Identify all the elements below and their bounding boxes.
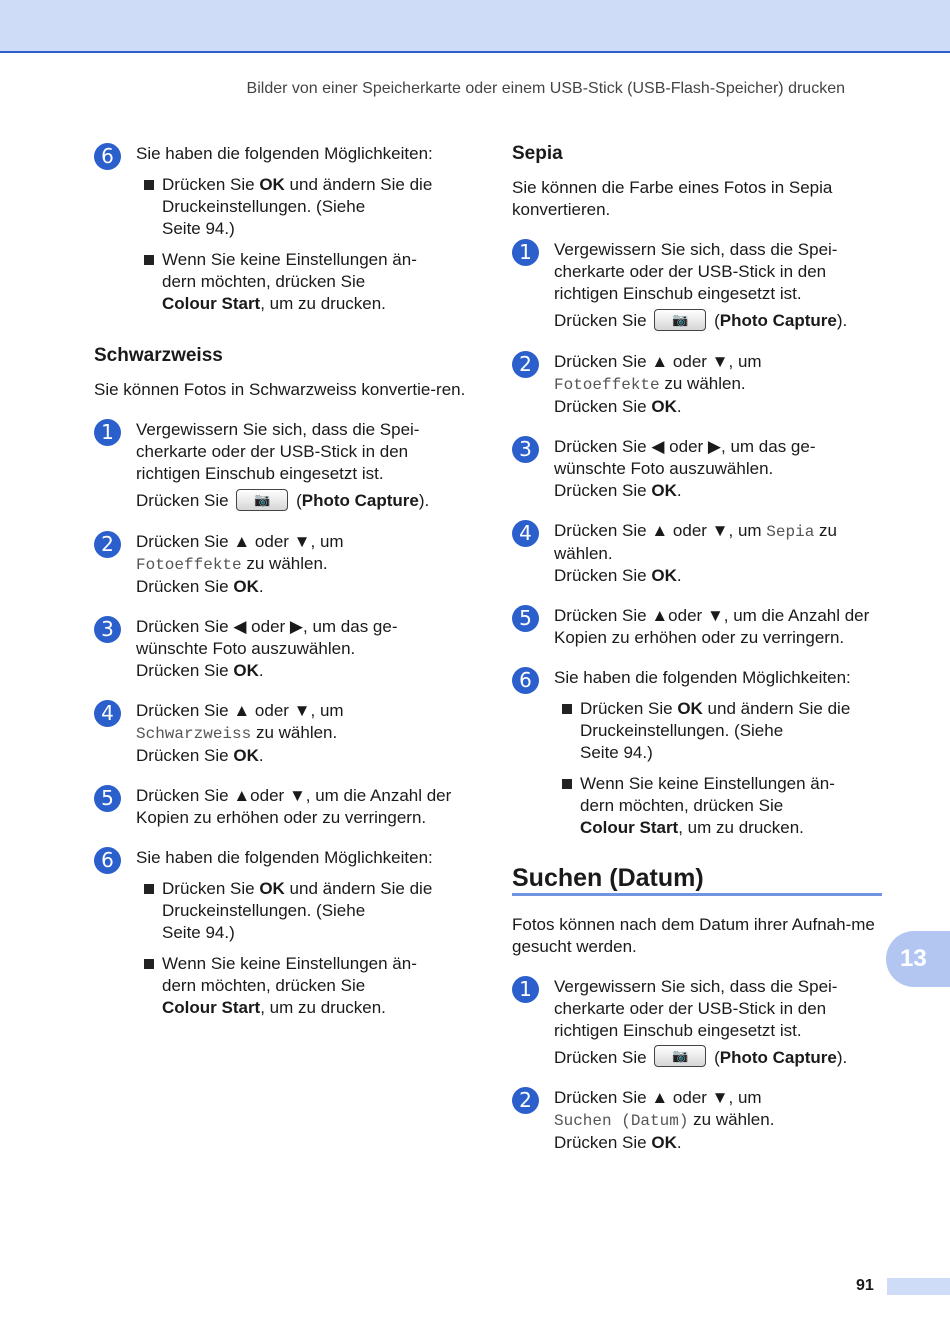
bullet-item: Drücken Sie OK und ändern Sie die Druckeinstellungen. (Siehe Seite 94.) [136, 878, 466, 944]
step-text: Sie haben die folgenden Möglichkeiten: [136, 144, 433, 163]
right-column [512, 143, 882, 1172]
step: 4 Drücken Sie ▲ oder ▼, um Schwarzweiss zu wählen. Drücken Sie OK. [94, 700, 466, 767]
right-arrow-icon: ▶ [707, 436, 721, 456]
up-arrow-icon: ▲ [233, 700, 251, 720]
step: 1 Vergewissern Sie sich, dass die Spei- cherkarte oder der USB-Stick in den richtigen Einschub eingesetzt ist. Drücken Sie 📷 (Photo Capture). [512, 239, 882, 333]
step: 1 Vergewissern Sie sich, dass die Spei- cherkarte oder der USB-Stick in den richtigen Einschub eingesetzt ist. Drücken Sie 📷 (Photo Capture). [512, 976, 882, 1070]
step-number: 6 [94, 847, 121, 874]
step-number: 6 [94, 143, 121, 170]
down-arrow-icon: ▼ [288, 785, 306, 805]
bullet-item: Drücken Sie OK und ändern Sie die Druckeinstellungen. (Siehe Seite 94.) [554, 698, 882, 764]
photo-capture-key-icon: 📷 [236, 489, 288, 511]
bullet-item: Wenn Sie keine Einstellungen än- dern möchten, drücken Sie Colour Start, um zu drucken. [136, 249, 466, 315]
bullet-item: Wenn Sie keine Einstellungen än- dern möchten, drücken Sie Colour Start, um zu drucken. [136, 953, 466, 1019]
down-arrow-icon: ▼ [293, 700, 311, 720]
down-arrow-icon: ▼ [711, 351, 729, 371]
step-number: 3 [94, 616, 121, 643]
right-arrow-icon: ▶ [289, 616, 303, 636]
bullet-item: Drücken Sie OK und ändern Sie die Druckeinstellungen. (Siehe Seite 94.) [136, 174, 466, 240]
step-number: 2 [94, 531, 121, 558]
running-header: Bilder von einer Speicherkarte oder einem USB-Stick (USB-Flash-Speicher) drucken [246, 80, 845, 97]
up-arrow-icon: ▲ [651, 605, 669, 625]
step: 4 Drücken Sie ▲ oder ▼, um Sepia zu wählen. Drücken Sie OK. [512, 520, 882, 587]
step-number: 2 [512, 351, 539, 378]
step: 6 Sie haben die folgenden Möglichkeiten: Drücken Sie OK und ändern Sie die Druckeinstellungen. (Siehe Seite 94.) Wenn Sie keine Einstellungen än- dern möchten, drücken Sie Colour Start, um zu drucken. [512, 667, 882, 839]
bullet-item: Wenn Sie keine Einstellungen än- dern möchten, drücken Sie Colour Start, um zu drucken. [554, 773, 882, 839]
step-number: 5 [512, 605, 539, 632]
page-number: 91 [856, 1277, 874, 1294]
left-arrow-icon: ◀ [651, 436, 665, 456]
header-band [0, 0, 950, 51]
step: 2 Drücken Sie ▲ oder ▼, um Fotoeffekte zu wählen. Drücken Sie OK. [512, 351, 882, 418]
step-number: 1 [512, 239, 539, 266]
left-arrow-icon: ◀ [233, 616, 247, 636]
up-arrow-icon: ▲ [651, 1088, 669, 1108]
up-arrow-icon: ▲ [651, 520, 669, 540]
step-number: 1 [94, 419, 121, 446]
section-intro: Sie können Fotos in Schwarzweiss konvertie-ren. [94, 380, 466, 399]
page-number-bar [887, 1278, 950, 1295]
step-number: 5 [94, 785, 121, 812]
section-intro: Fotos können nach dem Datum ihrer Aufnah-me gesucht werden. [512, 914, 875, 956]
down-arrow-icon: ▼ [711, 1088, 729, 1108]
section-title: Suchen (Datum) [512, 867, 882, 896]
header-rule [0, 51, 950, 53]
step: 6 Sie haben die folgenden Möglichkeiten: Drücken Sie OK und ändern Sie die Druckeinstellungen. (Siehe Seite 94.) Wenn Sie keine Einstellungen än- dern möchten, drücken Sie Colour Start, um zu drucken. [94, 847, 466, 1019]
step: 1 Vergewissern Sie sich, dass die Spei- cherkarte oder der USB-Stick in den richtigen Einschub eingesetzt ist. Drücken Sie 📷 (Photo Capture). [94, 419, 466, 513]
step-number: 2 [512, 1087, 539, 1114]
down-arrow-icon: ▼ [706, 605, 724, 625]
up-arrow-icon: ▲ [233, 531, 251, 551]
step-number: 4 [94, 700, 121, 727]
left-column [94, 143, 466, 1037]
up-arrow-icon: ▲ [233, 785, 251, 805]
section-heading: Schwarzweiss [94, 345, 223, 366]
photo-capture-key-icon: 📷 [654, 1045, 706, 1067]
step: 2 Drücken Sie ▲ oder ▼, um Suchen (Datum) zu wählen. Drücken Sie OK. [512, 1087, 882, 1154]
chapter-tab: 13 [886, 931, 950, 987]
step: 3 Drücken Sie ◀ oder ▶, um das ge- wünschte Foto auszuwählen. Drücken Sie OK. [512, 436, 882, 502]
down-arrow-icon: ▼ [293, 531, 311, 551]
step [94, 143, 466, 315]
step: 5 Drücken Sie ▲oder ▼, um die Anzahl der Kopien zu erhöhen oder zu verringern. [94, 785, 466, 829]
step-number: 6 [512, 667, 539, 694]
up-arrow-icon: ▲ [651, 351, 669, 371]
photo-capture-key-icon: 📷 [654, 309, 706, 331]
section-heading: Sepia [512, 143, 563, 164]
step-number: 1 [512, 976, 539, 1003]
down-arrow-icon: ▼ [711, 520, 729, 540]
step: 2 Drücken Sie ▲ oder ▼, um Fotoeffekte zu wählen. Drücken Sie OK. [94, 531, 466, 598]
section-intro: Sie können die Farbe eines Fotos in Sepia konvertieren. [512, 178, 833, 219]
step: 5 Drücken Sie ▲oder ▼, um die Anzahl der Kopien zu erhöhen oder zu verringern. [512, 605, 882, 649]
step-number: 4 [512, 520, 539, 547]
step: 3 Drücken Sie ◀ oder ▶, um das ge- wünschte Foto auszuwählen. Drücken Sie OK. [94, 616, 466, 682]
step-number: 3 [512, 436, 539, 463]
